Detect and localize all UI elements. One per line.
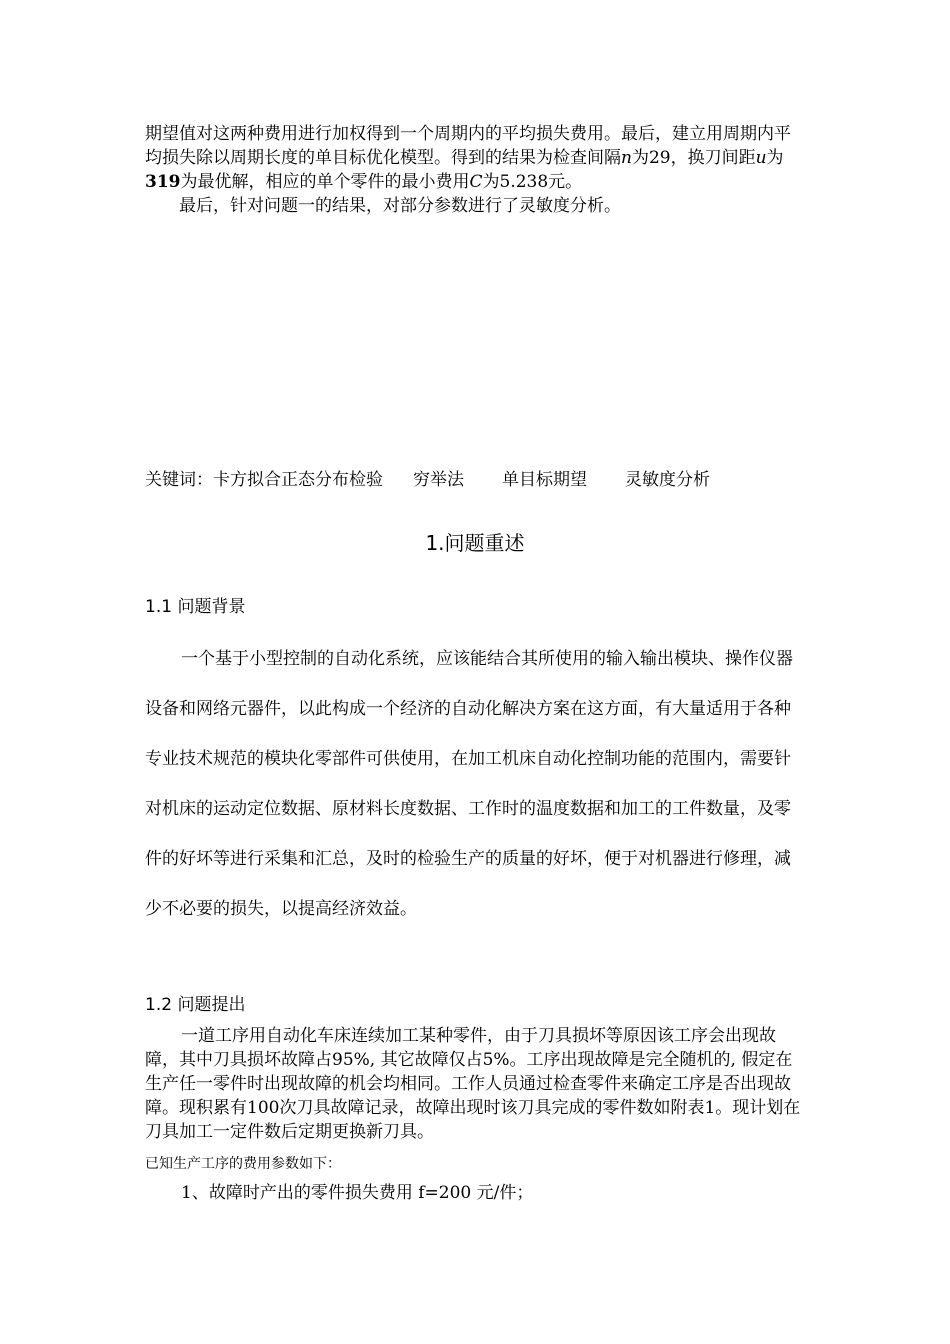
keyword-item: 卡方拟合正态分布检验: [213, 470, 383, 490]
abstract-text: 为5.238元。: [482, 172, 583, 192]
keywords-line: [145, 465, 710, 490]
subsection-title-problem: 1.2 问题提出: [145, 995, 246, 1015]
abstract-paragraph-2: 最后，针对问题一的结果，对部分参数进行了灵敏度分析。: [179, 196, 621, 216]
subsection-title-background: 1.1 问题背景: [145, 597, 246, 617]
keywords-label: 关键词：: [145, 470, 213, 490]
abstract-text: 为: [766, 148, 784, 168]
math-u: u: [755, 148, 767, 168]
section-title: 1.问题重述: [425, 531, 525, 555]
abstract-block: [145, 122, 805, 218]
cost-item-1: 1、故障时产出的零件损失费用 f=200 元/件；: [181, 1183, 534, 1203]
background-paragraph: 一个基于小型控制的自动化系统，应该能结合其所使用的输入输出模块、操作仪器设备和网络元器件，以此构成一个经济的自动化解决方案在这方面，有大量适用于各种专业技术规范的模块化零部件可供使用，在加工机床自动化控制功能的范围内，需要针对机床的运动定位数据、原材料长度数据、工作时的温度数据和加工的工件数量，及零件的好坏等进行采集和汇总，及时的检验生产的质量的好坏，便于对机器进行修理，减少不必要的损失，以提高经济效益。: [145, 649, 793, 919]
cost-intro: 已知生产工序的费用参数如下：: [145, 1156, 341, 1172]
abstract-text: 为29，换刀间距: [631, 148, 756, 168]
problem-paragraph: 一道工序用自动化车床连续加工某种零件，由于刀具损坏等原因该工序会出现故障，其中刀具损坏故障占95%, 其它故障仅占5%。工序出现故障是完全随机的, 假定在生产任一零件时出现故障的机会均相同。工作人员通过检查零件来确定工序是否出现故障。现积累有100次刀具故障记录，故障出现时该刀具完成的零件数如附表1。现计划在刀具加工一定件数后定期更换新刀具。: [145, 1026, 801, 1142]
problem-body: [145, 1024, 805, 1144]
abstract-text: 期望值对这两种费用进行加权得到一个周期内的平均损失费用。最后，建立用周期内平均损失除以周期长度的单目标优化模型。得到的结果为检查间隔: [145, 124, 791, 168]
keyword-item: 穷举法: [413, 470, 464, 490]
u-value: 319: [145, 172, 181, 192]
background-body: [145, 634, 805, 934]
abstract-text: 为最优解，相应的单个零件的最小费用: [180, 172, 470, 192]
keyword-item: 灵敏度分析: [625, 470, 710, 490]
keyword-item: 单目标期望: [502, 470, 587, 490]
math-c: C: [469, 172, 483, 192]
abstract-paragraph-1: [145, 122, 805, 194]
math-n: n: [621, 148, 632, 168]
